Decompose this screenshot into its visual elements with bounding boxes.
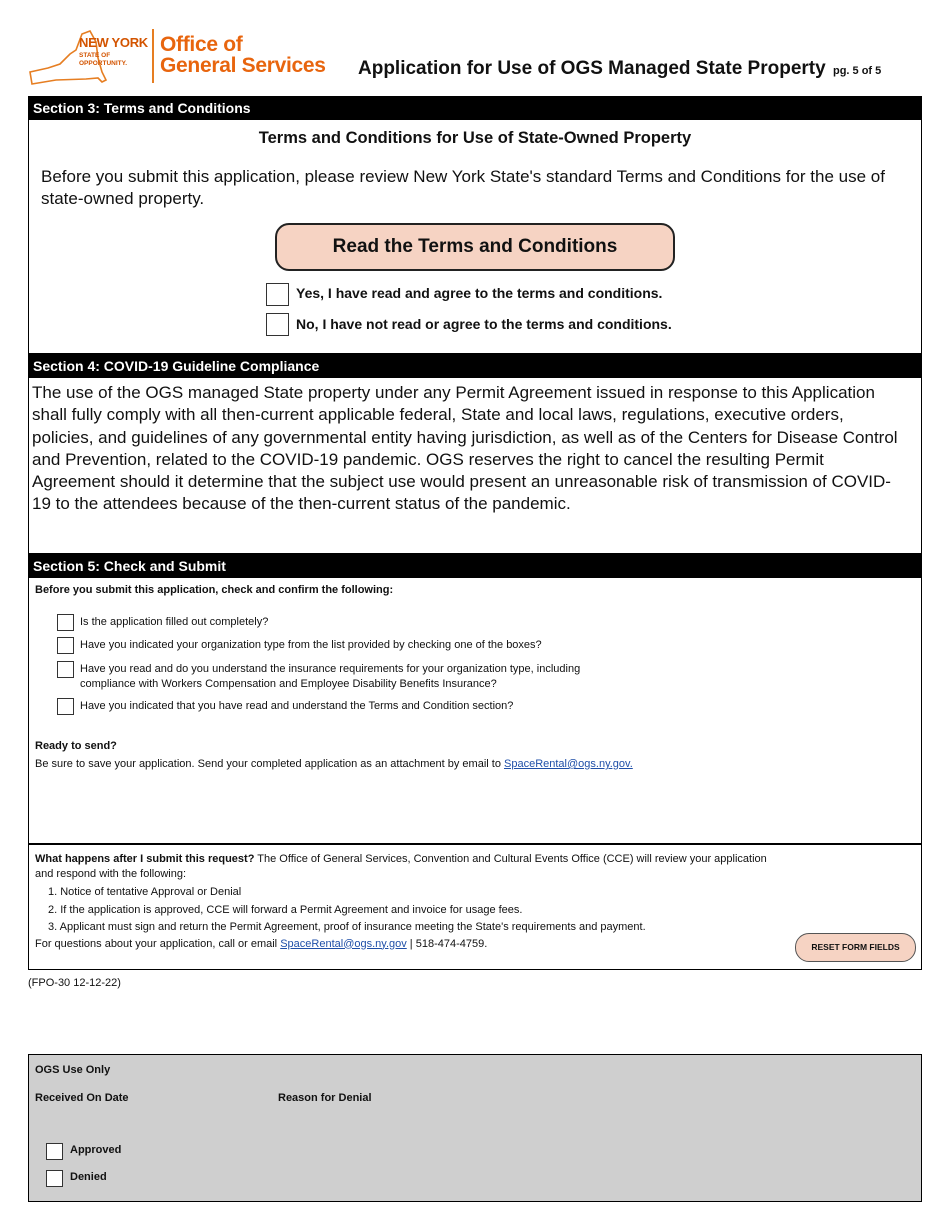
page-number: pg. 5 of 5 [832,65,882,77]
step-item: 1. Notice of tentative Approval or Denial [48,886,242,898]
check-insurance-line-2: compliance with Workers Compensation and Employee Disability Benefits Insurance? [80,678,497,690]
after-submit-intro-line-2: and respond with the following: [35,868,187,880]
received-on-date-label: Received On Date [35,1092,129,1104]
check-insurance-label [80,662,580,692]
check-insurance-line-1: Have you read and do you understand the insurance requirements for your organization type, including [80,663,581,675]
terms-no-checkbox[interactable] [266,313,289,336]
after-submit-intro-line-1: The Office of General Services, Convention and Cultural Events Office (CCE) will review your application [257,853,767,865]
section-3-bar: Section 3: Terms and Conditions [28,96,922,120]
office-name-line-1: Office of [160,33,243,56]
terms-heading: Terms and Conditions for Use of State-Owned Property [258,129,692,147]
check-complete-checkbox[interactable] [57,614,74,631]
contact-prefix: For questions about your application, call or email [35,937,278,950]
ogs-use-only-box [28,1054,922,1202]
checklist-heading: Before you submit this application, check and confirm the following: [35,584,394,596]
state-tagline-line-1: STATE OF [79,52,111,59]
ready-text [35,757,633,772]
logo-divider [152,29,154,83]
terms-yes-checkbox[interactable] [266,283,289,306]
ready-email-link[interactable]: SpaceRental@ogs.ny.gov. [504,758,633,770]
denied-checkbox[interactable] [46,1170,63,1187]
office-name [160,34,326,76]
reset-form-button[interactable]: RESET FORM FIELDS [795,933,916,962]
state-name: NEW YORK [79,35,148,50]
state-tagline [79,52,127,67]
check-complete-label: Is the application filled out completely? [80,616,269,628]
contact-phone: | 518-474-4759. [406,937,488,950]
check-org-type-label: Have you indicated your organization type from the list provided by checking one of the boxes? [80,639,542,651]
contact-email-link[interactable]: SpaceRental@ogs.ny.gov [280,937,407,950]
check-insurance-checkbox[interactable] [57,661,74,678]
ready-heading: Ready to send? [35,740,117,752]
denied-label: Denied [70,1171,107,1183]
approved-label: Approved [70,1144,122,1156]
covid-compliance-text: The use of the OGS managed State property under any Permit Agreement issued in response to this Application shall fully comply with all then-current applicable federal, State and local laws, regulations, executive orders, policies, and guidelines of any governmental entity having jurisdiction, as well as of the Centers for Disease Control and Prevention, related to the COVID-19 pandemic. OGS reserves the right to cancel the resulting Permit Agreement should it determine that the subject use would present an unreasonable risk of transmission of COVID-19 to the attendees because of the then-current status of the pandemic. [32,383,898,514]
terms-yes-label: Yes, I have read and agree to the terms and conditions. [296,285,663,301]
document-title-text: Application for Use of OGS Managed State Property [358,58,826,79]
reason-for-denial-label: Reason for Denial [278,1092,372,1104]
check-org-type-checkbox[interactable] [57,637,74,654]
check-terms-label: Have you indicated that you have read and understand the Terms and Condition section? [80,700,514,712]
step-item: 2. If the application is approved, CCE will forward a Permit Agreement and invoice for usage fees. [48,903,523,916]
after-submit-heading: What happens after I submit this request? [35,853,255,865]
after-submit-text [35,852,905,952]
check-terms-checkbox[interactable] [57,698,74,715]
section-4-bar: Section 4: COVID-19 Guideline Compliance [28,354,922,378]
office-name-line-2: General Services [160,54,326,77]
after-submit-steps [35,884,905,937]
step-item: 3. Applicant must sign and return the Permit Agreement, proof of insurance meeting the State's requirements and payment. [48,921,646,933]
read-terms-button[interactable]: Read the Terms and Conditions [275,223,675,271]
ogs-use-only-title: OGS Use Only [35,1064,111,1076]
ready-text-body: Be sure to save your application. Send your completed application as an attachment by email to [35,758,501,770]
terms-intro: Before you submit this application, please review New York State's standard Terms and Conditions for the use of state-owned property. [41,167,885,208]
contact-line [35,937,905,952]
terms-no-label: No, I have not read or agree to the terms and conditions. [296,316,672,332]
document-title [358,58,881,80]
form-code: (FPO-30 12-12-22) [28,977,121,989]
state-tagline-line-2: OPPORTUNITY. [79,59,128,67]
section-5-bar: Section 5: Check and Submit [28,554,922,578]
after-submit-intro [35,852,905,867]
approved-checkbox[interactable] [46,1143,63,1160]
